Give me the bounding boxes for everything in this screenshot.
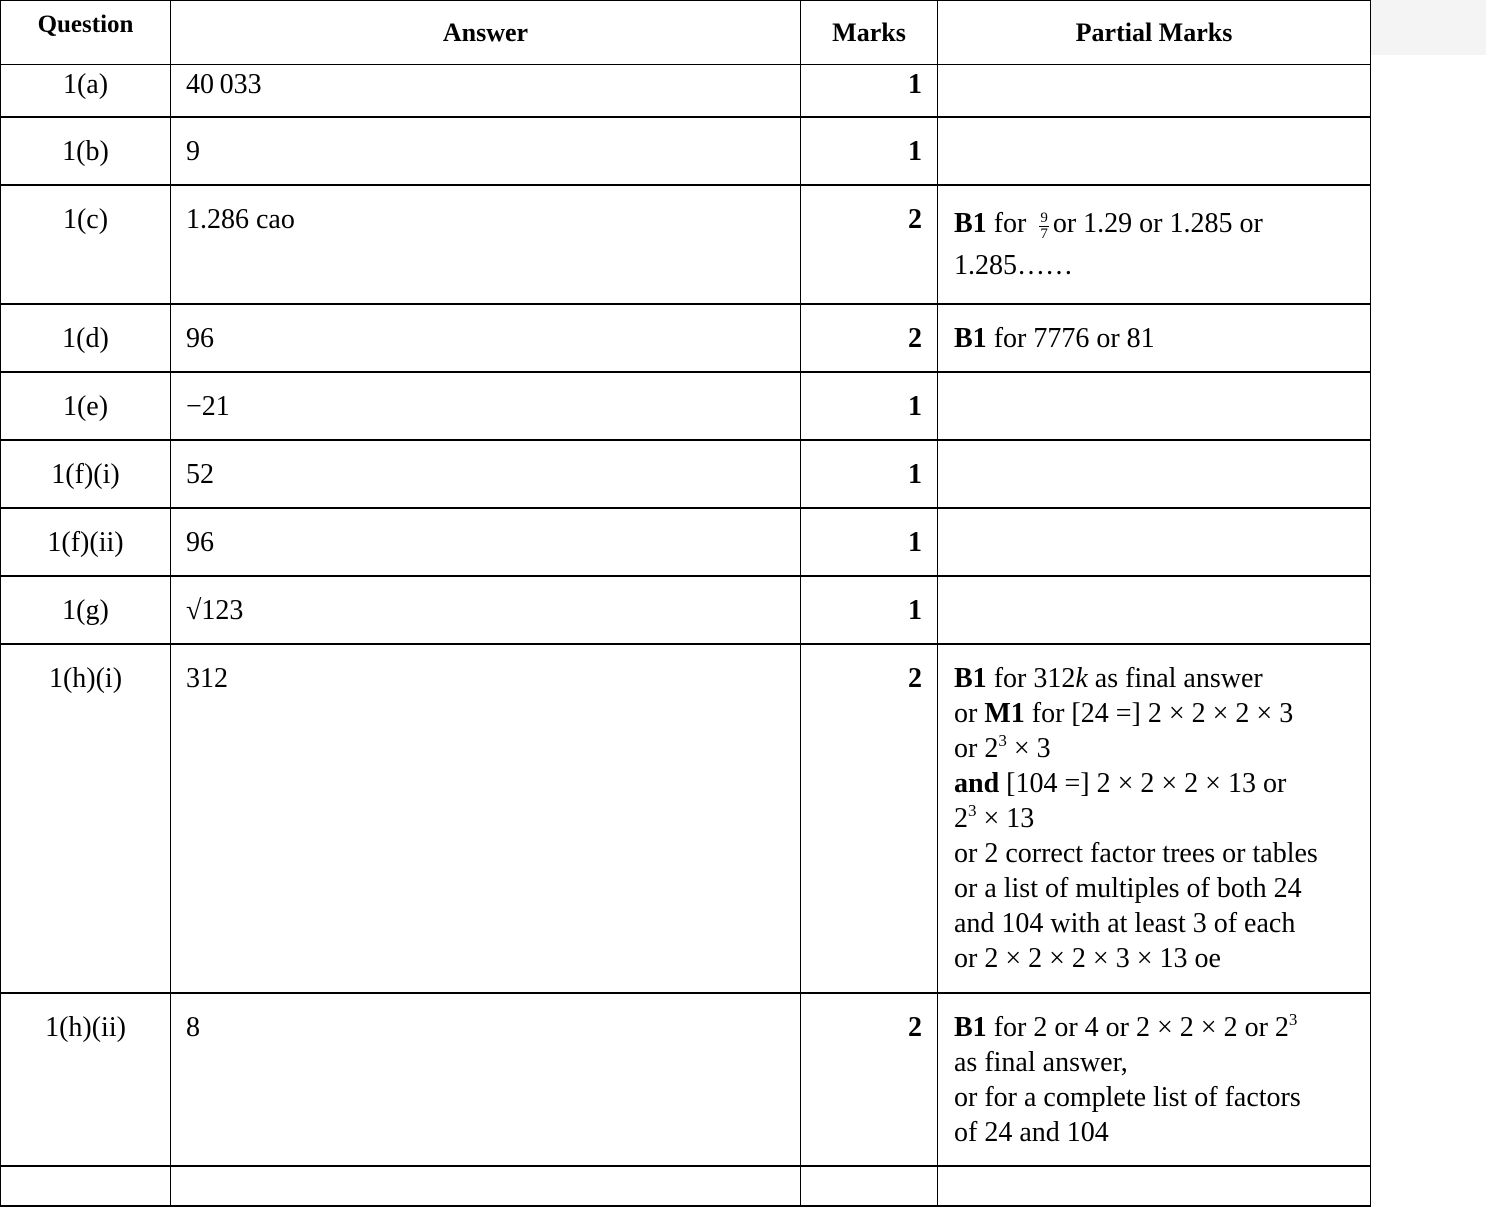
table-row [1,644,1371,993]
partial-marks-cell [938,508,1371,576]
table-row-partial [1,1166,1371,1206]
partial-text: for 312 [993,662,1076,694]
and-keyword: and [954,767,1000,799]
question-cell: 1(f)(i) [1,440,171,508]
b1-code: B1 [954,1011,987,1043]
partial-line: or for a complete list of factors [954,1081,1301,1113]
exponent: 3 [998,730,1007,750]
fraction-9-over-7 [1039,211,1049,242]
partial-text: as final answer [1094,662,1263,694]
table-row [1,440,1371,508]
question-cell: 1(d) [1,304,171,372]
partial-line: or 2 × 2 × 2 × 3 × 13 oe [954,942,1221,974]
answer-cell: 52 [171,440,801,508]
answer-cell: 40 033 [171,65,801,117]
partial-line [954,696,1360,731]
question-cell: 1(c) [1,185,171,304]
marks-cell: 1 [801,65,938,117]
question-cell: 1(a) [1,65,171,117]
partial-text: for [24 =] 2 × 2 × 2 × 3 [1031,697,1294,729]
marks-header: Marks [801,1,938,65]
answer-cell: −21 [171,372,801,440]
table-row [1,185,1371,304]
partial-line: as final answer, [954,1046,1128,1078]
marks-cell: 2 [801,993,938,1166]
question-cell: 1(f)(ii) [1,508,171,576]
answer-header: Answer [171,1,801,65]
table-row [1,117,1371,185]
partial-text: × 13 [983,802,1035,834]
partial-text: for [993,207,1027,239]
variable-k: k [1075,662,1088,694]
partial-line: and 104 with at least 3 of each [954,907,1296,939]
partial-line: of 24 and 104 [954,1116,1109,1148]
marks-cell: 1 [801,372,938,440]
partial-marks-cell [938,576,1371,644]
marks-cell: 1 [801,117,938,185]
partial-text: for 7776 or 81 [993,322,1155,354]
partial-marks-header: Partial Marks [938,1,1371,65]
partial-line: 1.285…… [954,250,1073,282]
table-row [1,65,1371,117]
marks-cell: 1 [801,508,938,576]
table-row [1,993,1371,1166]
question-cell: 1(e) [1,372,171,440]
partial-marks-cell [938,65,1371,117]
partial-line [954,731,1360,766]
partial-marks-cell [938,117,1371,185]
partial-line [954,766,1360,801]
answer-cell: 312 [171,644,801,993]
marks-cell: 2 [801,644,938,993]
fraction-denominator: 7 [1040,226,1048,243]
partial-line [954,206,1360,243]
answer-cell: √123 [171,576,801,644]
exponent: 3 [968,800,977,820]
partial-marks-cell [938,644,1371,993]
partial-text: [104 =] 2 × 2 × 2 × 13 or [1006,767,1287,799]
answer-cell: 1.286 cao [171,185,801,304]
partial-line: or 2 correct factor trees or tables [954,837,1318,869]
b1-code: B1 [954,207,987,239]
answer-cell [171,1166,801,1206]
answer-cell: 96 [171,508,801,576]
partial-marks-cell [938,993,1371,1166]
partial-marks-cell [938,440,1371,508]
partial-marks-cell [938,1166,1371,1206]
fraction-numerator: 9 [1040,210,1048,227]
partial-text: or [954,697,978,729]
partial-text: for 2 or 4 or 2 × 2 × 2 or 2 [993,1011,1289,1043]
question-cell [1,1166,171,1206]
partial-marks-cell [938,372,1371,440]
answer-cell: 8 [171,993,801,1166]
b1-code: B1 [954,322,987,354]
partial-text: × 3 [1013,732,1051,764]
partial-text: or 2 [954,732,999,764]
marks-cell: 1 [801,576,938,644]
header-background-extension [1370,0,1486,55]
marks-cell: 2 [801,185,938,304]
partial-line [954,1010,1360,1045]
question-cell: 1(g) [1,576,171,644]
table-row [1,304,1371,372]
exponent: 3 [1288,1009,1298,1029]
marks-cell: 2 [801,304,938,372]
partial-line: or a list of multiples of both 24 [954,872,1302,904]
partial-marks-cell [938,185,1371,304]
answer-cell: 9 [171,117,801,185]
partial-line [954,661,1360,696]
question-cell: 1(h)(i) [1,644,171,993]
table-row [1,372,1371,440]
question-cell: 1(b) [1,117,171,185]
marks-cell: 1 [801,440,938,508]
partial-line [954,801,1360,836]
answer-cell: 96 [171,304,801,372]
question-cell: 1(h)(ii) [1,993,171,1166]
b1-code: B1 [954,662,987,694]
header-row [1,1,1371,65]
m1-code: M1 [984,697,1025,729]
partial-text: or 1.29 or 1.285 or [1052,207,1263,239]
question-header: Question [1,1,171,65]
table-row [1,508,1371,576]
table-row [1,576,1371,644]
marks-cell [801,1166,938,1206]
partial-marks-cell [938,304,1371,372]
partial-text: 2 [954,802,968,834]
